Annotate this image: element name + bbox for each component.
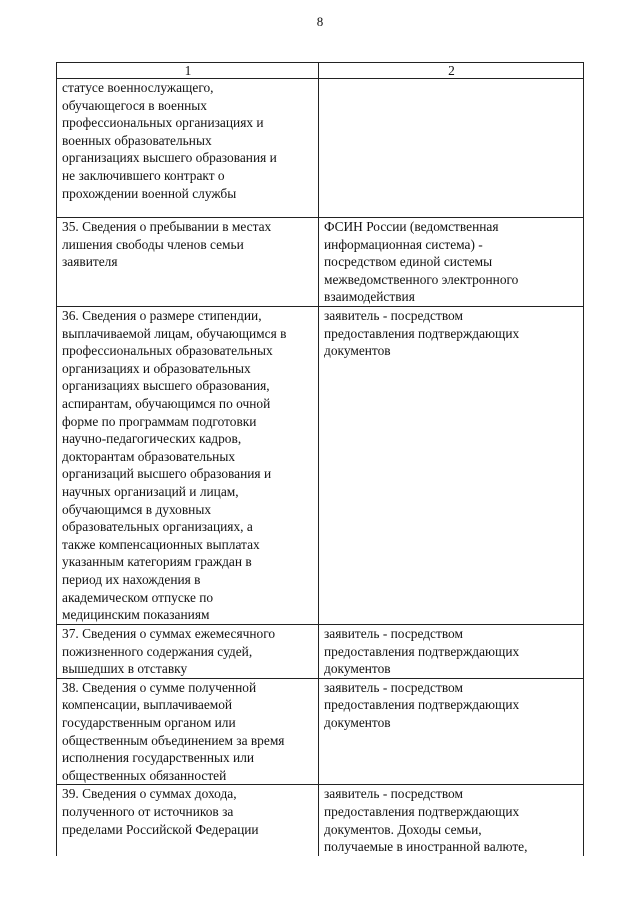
- column-header-2: 2: [319, 63, 584, 79]
- requirements-table: [56, 62, 584, 856]
- item-cell: [57, 678, 319, 785]
- source-cell: [319, 307, 584, 625]
- item-cell: [57, 625, 319, 679]
- item-cell: [57, 785, 319, 856]
- source-cell: [319, 625, 584, 679]
- item-text: 36. Сведения о размере стипендии, выплачиваемой лицам, обучающимся в профессиональных образовательных организациях и образовательных организациях высшего образования, аспирантам, обучающимся по очной форме по программам подготовки научно-педагогических кадров, докторантам образовательных организаций высшего образования и научных организаций и лицам, обучающимся в духовных образовательных организациях, а также компенсационных выплатах указанным категориям граждан в период их нахождения в академическом отпуске по медицинским показаниям: [62, 308, 287, 623]
- source-cell: [319, 79, 584, 218]
- source-text: заявитель - посредством предоставления подтверждающих документов: [324, 308, 520, 359]
- item-text: 37. Сведения о суммах ежемесячного пожизненного содержания судей, вышедших в отставку: [62, 626, 276, 677]
- item-text: 38. Сведения о сумме полученной компенсации, выплачиваемой государственным органом или общественным объединением за время исполнения государственных или общественных обязанностей: [62, 679, 285, 783]
- item-cell: [57, 79, 319, 218]
- table-row: [57, 79, 584, 218]
- table-row: [57, 218, 584, 307]
- table-row: [57, 625, 584, 679]
- table-row: [57, 307, 584, 625]
- source-cell: [319, 678, 584, 785]
- item-cell: [57, 307, 319, 625]
- table-header-row: [57, 63, 584, 79]
- source-text: заявитель - посредством предоставления подтверждающих документов: [324, 626, 520, 677]
- source-cell: [319, 785, 584, 856]
- source-text: ФСИН России (ведомственная информационная система) - посредством единой системы межведомственного электронного взаимодействия: [324, 219, 519, 305]
- table-row: [57, 785, 584, 856]
- source-cell: [319, 218, 584, 307]
- item-text: 39. Сведения о суммах дохода, полученного от источников за пределами Российской Федерации: [62, 786, 259, 837]
- source-text: заявитель - посредством предоставления подтверждающих документов. Доходы семьи, получаемые в иностранной валюте,: [324, 786, 528, 855]
- item-text: 35. Сведения о пребывании в местах лишения свободы членов семьи заявителя: [62, 219, 272, 270]
- source-text: заявитель - посредством предоставления подтверждающих документов: [324, 679, 520, 730]
- item-cell: [57, 218, 319, 307]
- column-header-1: 1: [57, 63, 319, 79]
- item-text: статусе военнослужащего, обучающегося в военных профессиональных организациях и военных образовательных организациях высшего образования и не заключившего контракт о прохождении военной службы: [62, 80, 277, 201]
- page-number: 8: [316, 14, 324, 29]
- table-row: [57, 678, 584, 785]
